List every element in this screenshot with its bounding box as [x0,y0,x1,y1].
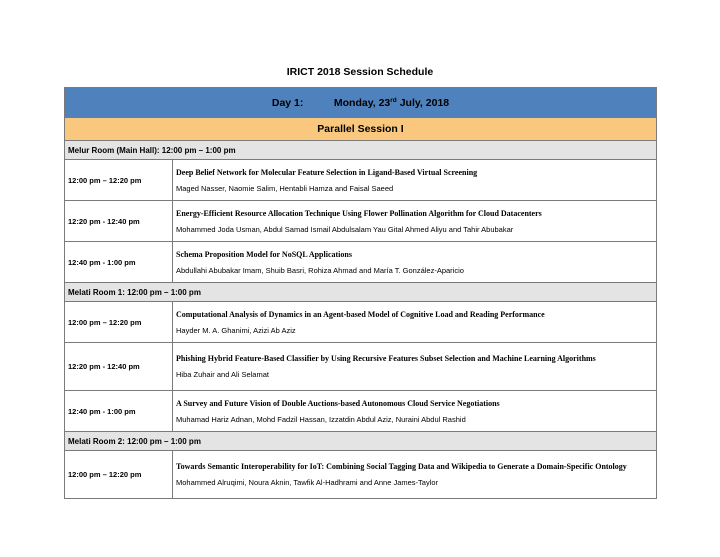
time-slot: 12:00 pm – 12:20 pm [65,302,173,343]
room-header: Melati Room 2: 12:00 pm – 1:00 pm [65,432,657,451]
paper-authors: Muhamad Hariz Adnan, Mohd Fadzil Hassan, Izzatdin Abdul Aziz, Nuraini Abdul Rashid [176,414,466,424]
session-title: Parallel Session I [65,118,657,141]
day-date [334,97,449,109]
paper-title: Deep Belief Network for Molecular Feature Selection in Ligand-Based Virtual Screening [176,167,478,177]
day-label: Day 1: [271,96,304,109]
paper-cell [173,201,657,242]
document-title: IRICT 2018 Session Schedule [286,66,434,78]
room-header-row [65,141,657,160]
paper-row [65,302,657,343]
paper-authors: Mohammed Joda Usman, Abdul Samad Ismail Abdulsalam Yau Gital Ahmed Aliyu and Tahir Abubakar [176,224,514,234]
session-header-row [65,118,657,141]
paper-authors: Hayder M. A. Ghanimi, Azizi Ab Aziz [176,325,296,335]
time-slot: 12:20 pm - 12:40 pm [65,201,173,242]
paper-row [65,451,657,499]
paper-title: Schema Proposition Model for NoSQL Applications [176,249,352,259]
paper-row [65,201,657,242]
paper-title: Towards Semantic Interoperability for IoT: Combining Social Tagging Data and Wikipedia to Generate a Domain-Specific Ontology [176,462,627,471]
time-slot: 12:00 pm – 12:20 pm [65,451,173,499]
day-date-prefix: Monday, 23 [333,96,391,109]
paper-authors: Maged Nasser, Naomie Salim, Hentabli Hamza and Faisal Saeed [176,183,394,193]
paper-row [65,242,657,283]
time-slot: 12:00 pm – 12:20 pm [65,160,173,201]
paper-title: Energy-Efficient Resource Allocation Technique Using Flower Pollination Algorithm for Cloud Datacenters [176,208,542,218]
paper-title: Phishing Hybrid Feature-Based Classifier by Using Recursive Features Subset Selection and Machine Learning Algorithms [176,354,596,363]
day-header [65,88,657,118]
schedule-table [64,87,657,499]
room-header: Melur Room (Main Hall): 12:00 pm – 1:00 pm [65,141,657,160]
paper-cell [173,451,657,499]
paper-row [65,160,657,201]
paper-authors: Mohammed Alruqimi, Noura Aknin, Tawfik Al-Hadhrami and Anne James-Taylor [176,478,439,487]
room-header-row [65,283,657,302]
paper-title: Computational Analysis of Dynamics in an Agent-based Model of Cognitive Load and Reading Performance [176,309,545,319]
paper-authors: Hiba Zuhair and Ali Selamat [176,370,269,379]
paper-authors: Abdullahi Abubakar Imam, Shuib Basri, Rohiza Ahmad and María T. González-Aparicio [176,265,464,275]
paper-title: A Survey and Future Vision of Double Auctions-based Autonomous Cloud Service Negotiations [176,398,500,408]
paper-row [65,391,657,432]
paper-cell [173,160,657,201]
room-header: Melati Room 1: 12:00 pm – 1:00 pm [65,283,657,302]
day-date-suffix: July, 2018 [396,96,450,109]
time-slot: 12:20 pm - 12:40 pm [65,343,173,391]
day-date-ordinal: rd [390,96,397,104]
room-header-row [65,432,657,451]
time-slot: 12:40 pm - 1:00 pm [65,391,173,432]
paper-cell [173,343,657,391]
paper-cell [173,302,657,343]
paper-row [65,343,657,391]
paper-cell [173,242,657,283]
day-header-row [65,88,657,118]
paper-cell [173,391,657,432]
time-slot: 12:40 pm - 1:00 pm [65,242,173,283]
